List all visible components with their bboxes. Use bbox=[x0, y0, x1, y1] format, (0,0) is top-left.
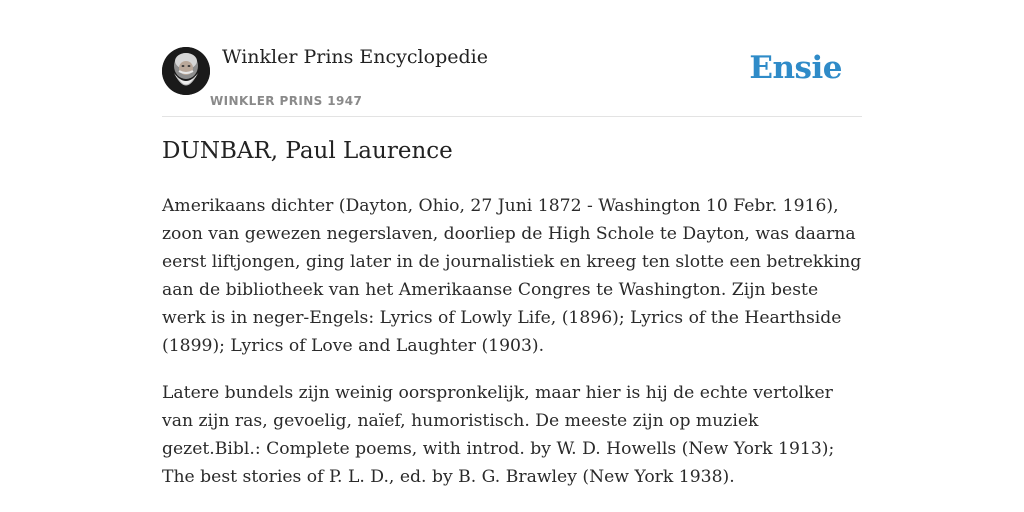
ensie-logo[interactable]: Ensie bbox=[749, 50, 842, 86]
content-container bbox=[162, 0, 862, 487]
article-body bbox=[162, 192, 862, 510]
source-subtitle[interactable]: WINKLER PRINS 1947 bbox=[210, 94, 363, 108]
article-paragraph: Latere bundels zijn weinig oorspronkelijk, maar hier is hij de echte vertolker van zijn ras, gevoelig, naïef, humoristisch. De meeste zijn op muziek gezet.Bibl.: Complete poems, with introd. by W. D. Howells (New York 1913); The best stories of P. L. D., ed. by B. G. Brawley (New York 1938). bbox=[162, 383, 835, 487]
article-paragraph: Amerikaans dichter (Dayton, Ohio, 27 Juni 1872 - Washington 10 Febr. 1916), zoon van gewezen negerslaven, doorliep de High Schole te Dayton, was daarna eerst liftjongen, ging later in de journalistiek en kreeg ten slotte een betrekking aan de bibliotheek van het Amerikaanse Congres te Washington. Zijn beste werk is in neger-Engels: Lyrics of Lowly Life, (1896); Lyrics of the Hearthside (1899); Lyrics of Love and Laughter (1903). bbox=[162, 196, 862, 356]
source-title[interactable]: Winkler Prins Encyclopedie bbox=[222, 46, 488, 68]
bearded-man-portrait-icon bbox=[162, 47, 210, 95]
avatar[interactable] bbox=[162, 47, 210, 95]
article-title: DUNBAR, Paul Laurence bbox=[162, 138, 453, 164]
source-header bbox=[162, 0, 862, 117]
